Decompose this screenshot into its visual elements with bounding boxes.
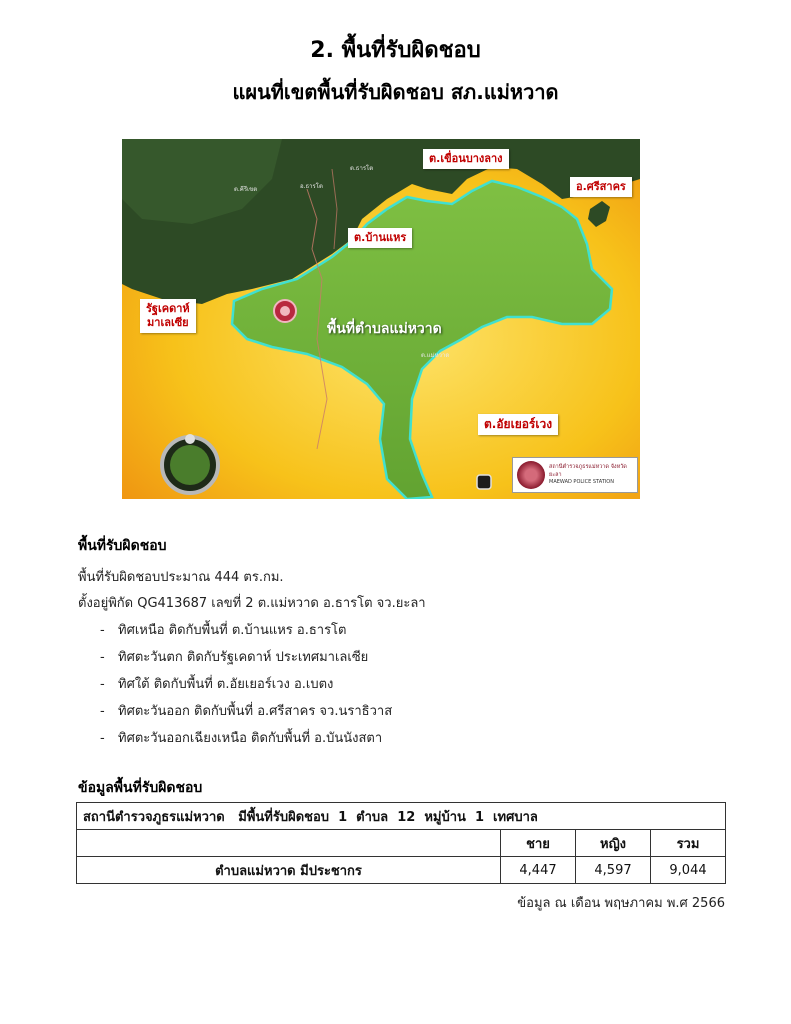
- location-line: ตั้งอยู่พิกัด QG413687 เลขที่ 2 ต.แม่หวาด อ.ธารโต จว.ยะลา: [78, 596, 426, 611]
- table-blank-cell: [77, 830, 501, 857]
- data-heading: ข้อมูลพื้นที่รับผิดชอบ: [78, 780, 203, 796]
- table-header-row: [77, 803, 726, 830]
- border-item: [100, 646, 368, 667]
- border-text: ทิศใต้ ติดกับพื้นที่ ต.อัยเยอร์เวง อ.เบตง: [118, 677, 334, 692]
- table-header-cell: สถานีตำรวจภูธรแม่หวาด มีพื้นที่รับผิดชอบ 1 ตำบล 12 หมู่บ้าน 1 เทศบาล: [77, 803, 726, 830]
- border-text: ทิศตะวันออกเฉียงเหนือ ติดกับพื้นที่ อ.บันนังสตา: [118, 731, 383, 746]
- label-khuean-bang-lang: ต.เขื่อนบางลาง: [423, 149, 509, 169]
- border-item: [100, 700, 392, 721]
- border-text: ทิศเหนือ ติดกับพื้นที่ ต.บ้านแหร อ.ธารโต: [118, 623, 347, 638]
- map-title: แผนที่เขตพื้นที่รับผิดชอบ สภ.แม่หวาด: [232, 80, 559, 104]
- value-total: 9,044: [651, 857, 726, 884]
- border-item: [100, 673, 333, 694]
- value-female: 4,597: [576, 857, 651, 884]
- value-male: 4,447: [501, 857, 576, 884]
- border-item: [100, 727, 382, 748]
- row-label: ตำบลแม่หวาด มีประชากร: [77, 857, 501, 884]
- label-kedah-line2: มาเลเซีย: [147, 315, 189, 329]
- station-badge-english: MAEWAD POLICE STATION: [549, 479, 614, 486]
- table-row: [77, 857, 726, 884]
- section-title: 2. พื้นที่รับผิดชอบ: [310, 38, 481, 63]
- column-total: รวม: [651, 830, 726, 857]
- column-male: ชาย: [501, 830, 576, 857]
- population-table: [76, 802, 726, 884]
- small-label-c: ต.ธารโต: [350, 165, 374, 172]
- station-badge-thai: สถานีตำรวจภูธรแม่หวาด จังหวัดยะลา: [549, 463, 627, 478]
- bullet-dash: -: [100, 677, 105, 692]
- table-columns-row: [77, 830, 726, 857]
- small-label-a: ต.คีรีเขต: [234, 186, 258, 193]
- border-text: ทิศตะวันตก ติดกับรัฐเคดาห์ ประเทศมาเลเซีย: [118, 650, 369, 665]
- label-kedah-line1: รัฐเคดาห์: [146, 302, 190, 315]
- bullet-dash: -: [100, 704, 105, 719]
- label-maewad-area: พื้นที่ตำบลแม่หวาด: [327, 321, 442, 337]
- small-label-b: อ.ธารโต: [300, 183, 323, 190]
- station-badge: [512, 457, 638, 493]
- bullet-dash: -: [100, 650, 105, 665]
- column-female: หญิง: [576, 830, 651, 857]
- bullet-dash: -: [100, 623, 105, 638]
- label-si-sakhon: อ.ศรีสาคร: [570, 177, 632, 197]
- small-label-d: ต.แม่หวาด: [421, 352, 450, 359]
- area-line: พื้นที่รับผิดชอบประมาณ 444 ตร.กม.: [78, 570, 284, 585]
- border-item: [100, 619, 346, 640]
- data-note: ข้อมูล ณ เดือน พฤษภาคม พ.ศ 2566: [517, 896, 725, 911]
- responsibility-heading: พื้นที่รับผิดชอบ: [78, 538, 167, 554]
- label-aiyoe-weng: ต.อัยเยอร์เวง: [478, 414, 558, 435]
- label-kedah-malaysia: [140, 299, 196, 333]
- label-ban-rae: ต.บ้านแหร: [348, 228, 412, 248]
- station-seal-icon: [517, 461, 545, 489]
- bullet-dash: -: [100, 731, 105, 746]
- border-text: ทิศตะวันออก ติดกับพื้นที่ อ.ศรีสาคร จว.นราธิวาส: [118, 704, 393, 719]
